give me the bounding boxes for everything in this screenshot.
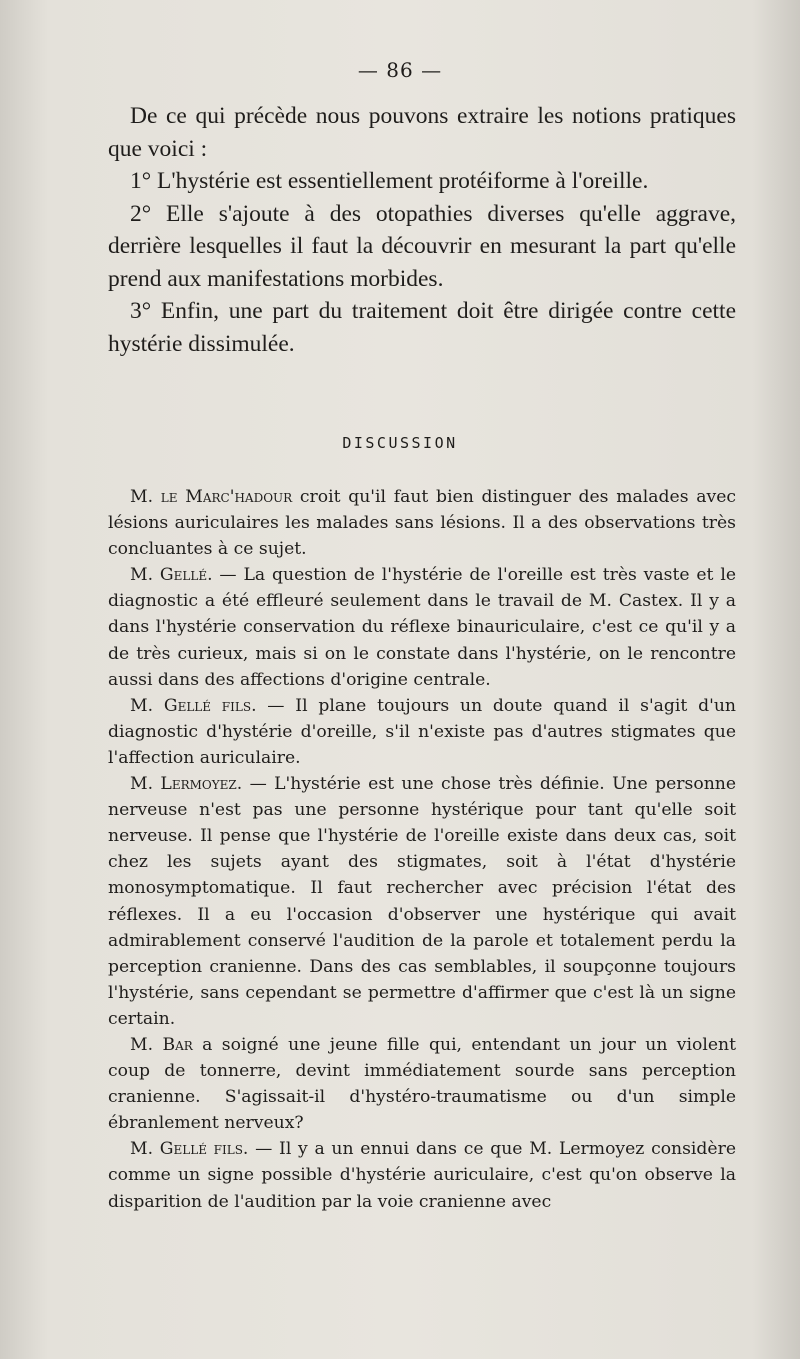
speaker-name: M. Bar [130,1034,193,1055]
speaker-name: M. Lermoyez. [130,774,243,795]
discussion-paragraph [108,1032,736,1136]
conclusions-section [108,100,736,360]
discussion-paragraph [108,693,736,771]
paragraph-text: — Il y a un ennui dans ce que M. Lermoyez considère comme un signe possible d'hystérie auriculaire, c'est qu'on observe la disparition de l'audition par la voie cranienne avec [108,1139,736,1212]
paragraph-text: — L'hystérie est une chose très définie. Une personne nerveuse n'est pas une personne hystérique pour tant qu'elle soit nerveuse. Il pense que l'hystérie de l'oreille existe dans deux cas, soit chez les sujets ayant des stigmates, soit à l'état d'hystérie monosymptomatique. Il faut rechercher avec précision l'état des réflexes. Il a eu l'occasion d'observer une hystérique qui avait admirablement conservé l'audition de la parole et totalement perdu la perception cranienne. Dans des cas semblables, il soupçonne toujours l'hystérie, sans cependant se permettre d'affirmer que c'est là un signe certain. [108,774,737,1029]
conclusion-item-1: 1° L'hystérie est essentiellement protéiforme à l'oreille. [130,168,649,194]
discussion-paragraph [108,1136,736,1214]
discussion-paragraph [108,484,736,562]
discussion-paragraph [108,562,736,692]
speaker-name: M. Gellé. [130,565,213,586]
speaker-name: M. Gellé fils. [130,1139,249,1160]
paragraph-text: — La question de l'hystérie de l'oreille est très vaste et le diagnostic a été effleuré seulement dans le travail de M. Castex. Il y a dans l'hystérie conservation du réflexe binauriculaire, c'est ce qu'il y a de très curieux, mais si on le constate dans l'hystérie, on le rencontre aussi dans des affections d'origine centrale. [108,565,736,690]
paragraph-text: croit qu'il faut bien distinguer des malades avec lésions auriculaires les malades sans lésions. Il a des observations très concluantes à ce sujet. [108,487,736,560]
conclusions-lead: De ce qui précède nous pouvons extraire les notions pratiques que voici : [108,103,736,162]
speaker-name: M. Gellé fils. [130,695,257,716]
conclusion-item-2: 2° Elle s'ajoute à des otopathies diverses qu'elle aggrave, derrière lesquelles il faut la découvrir en mesurant la part qu'elle prend aux manifestations morbides. [108,200,736,292]
speaker-name: M. le Marc'hadour [130,487,293,507]
paragraph-text: a soigné une jeune fille qui, entendant un jour un violent coup de tonnerre, devint immédiatement sourde sans perception cranienne. S'agissait-il d'hystéro-traumatisme ou d'un simple ébranlement nerveux? [108,1034,736,1134]
discussion-paragraph [108,771,736,1032]
page-number: — 86 — [357,58,443,82]
discussion-heading: DISCUSSION [342,434,458,452]
paragraph-text: — Il plane toujours un doute quand il s'agit d'un diagnostic d'hystérie d'oreille, s'il n'existe pas d'autres stigmates que l'affection auriculaire. [108,695,736,768]
discussion-section [108,484,736,1215]
conclusion-item-3: 3° Enfin, une part du traitement doit être dirigée contre cette hystérie dissimulée. [108,298,736,357]
